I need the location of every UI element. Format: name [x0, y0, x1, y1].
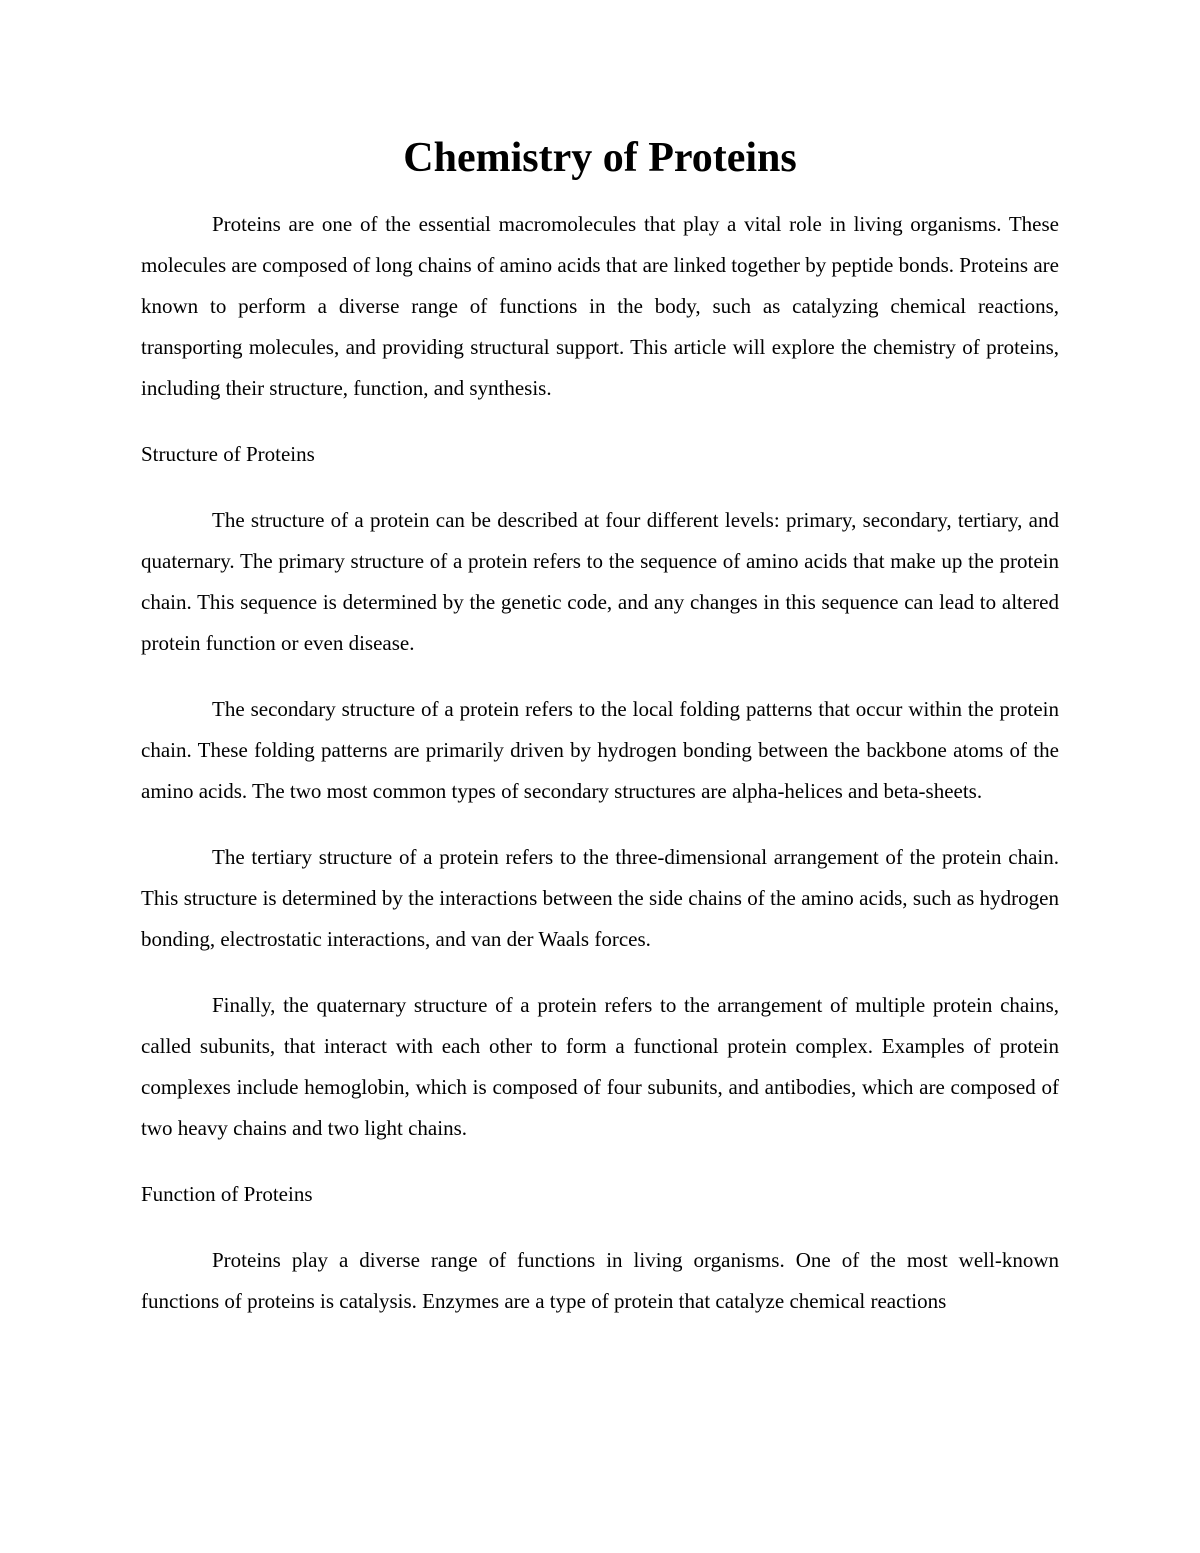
spacer [141, 409, 1059, 434]
document-content [141, 135, 1059, 1322]
paragraph-quaternary-structure: Finally, the quaternary structure of a protein refers to the arrangement of multiple protein chains, called subunits, that interact with each other to form a functional protein complex. Examples of protein complexes include hemoglobin, which is composed of four subunits, and antibodies, which are composed of two heavy chains and two light chains. [141, 993, 1059, 1140]
intro-paragraph: Proteins are one of the essential macromolecules that play a vital role in living organisms. These molecules are composed of long chains of amino acids that are linked together by peptide bonds. Proteins are known to perform a diverse range of functions in the body, such as catalyzing chemical reactions, transporting molecules, and providing structural support. This article will explore the chemistry of proteins, including their structure, function, and synthesis. [141, 212, 1059, 400]
paragraph-primary-structure: The structure of a protein can be described at four different levels: primary, secondary, tertiary, and quaternary. The primary structure of a protein refers to the sequence of amino acids that make up the protein chain. This sequence is determined by the genetic code, and any changes in this sequence can lead to altered protein function or even disease. [141, 508, 1059, 655]
spacer [141, 960, 1059, 985]
spacer [141, 475, 1059, 500]
spacer [141, 664, 1059, 689]
section-heading-function: Function of Proteins [141, 1182, 313, 1206]
spacer [141, 812, 1059, 837]
spacer [141, 1215, 1059, 1240]
paragraph-function: Proteins play a diverse range of functions in living organisms. One of the most well-known functions of proteins is catalysis. Enzymes are a type of protein that catalyze chemical reactions [141, 1248, 1059, 1313]
paragraph-secondary-structure: The secondary structure of a protein refers to the local folding patterns that occur within the protein chain. These folding patterns are primarily driven by hydrogen bonding between the backbone atoms of the amino acids. The two most common types of secondary structures are alpha-helices and beta-sheets. [141, 697, 1059, 803]
document-title: Chemistry of Proteins [403, 135, 797, 181]
spacer [141, 1149, 1059, 1174]
spacer [141, 179, 1059, 204]
section-heading-structure: Structure of Proteins [141, 442, 315, 466]
paragraph-tertiary-structure: The tertiary structure of a protein refers to the three-dimensional arrangement of the protein chain. This structure is determined by the interactions between the side chains of the amino acids, such as hydrogen bonding, electrostatic interactions, and van der Waals forces. [141, 845, 1059, 951]
